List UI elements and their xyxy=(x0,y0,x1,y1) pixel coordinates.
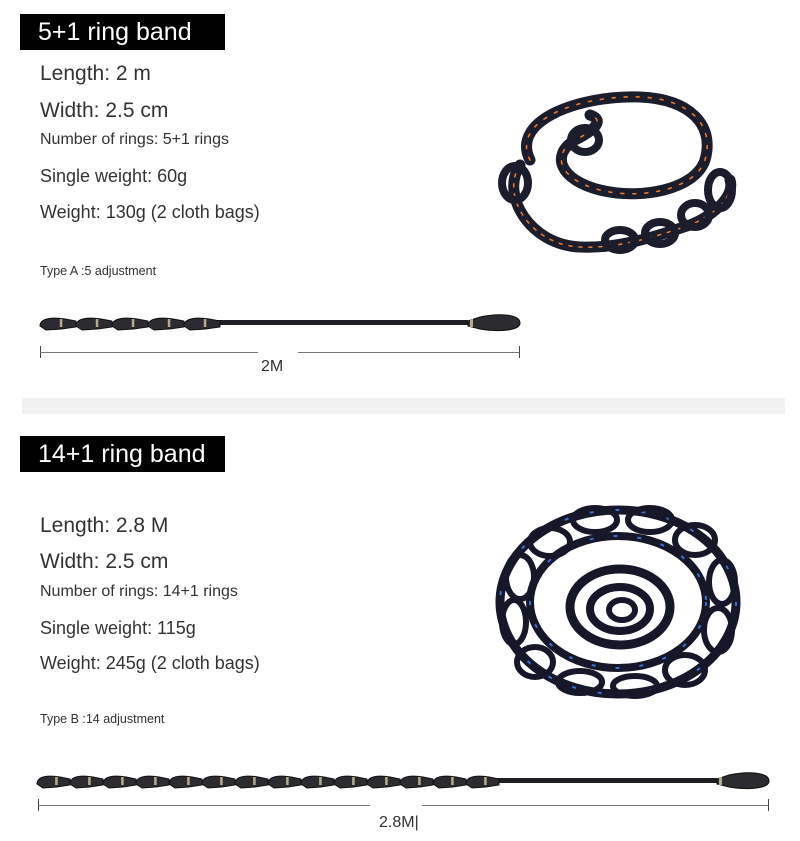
adjustment-loop xyxy=(301,776,334,788)
loop-stitch xyxy=(319,777,322,785)
loop-stitch xyxy=(60,319,63,327)
loop-stitch xyxy=(253,777,256,785)
spec-length: Length: 2 m xyxy=(40,62,151,85)
type-label: Type A :5 adjustment xyxy=(40,264,157,278)
loop-stitch xyxy=(385,777,388,785)
coiled-strap-photo xyxy=(490,85,750,265)
loop-stitch xyxy=(204,319,207,327)
spec-width: Width: 2.5 cm xyxy=(40,99,169,122)
adjustment-loop xyxy=(40,318,76,330)
type-label: Type B :14 adjustment xyxy=(40,712,165,726)
loop-stitch xyxy=(132,319,135,327)
loop-stitch xyxy=(154,777,157,785)
loop-stitch xyxy=(470,319,473,327)
loop-stitch xyxy=(352,777,355,785)
adjustment-loop xyxy=(169,776,202,788)
adjustment-loop xyxy=(76,318,112,330)
adjustment-loop xyxy=(466,776,499,788)
spec-single-weight: Single weight: 60g xyxy=(40,166,188,186)
spec-rings: Number of rings: 5+1 rings xyxy=(40,131,229,148)
loop-stitch xyxy=(121,777,124,785)
section-title: 14+1 ring band xyxy=(20,436,225,472)
coiled-strap-photo xyxy=(490,502,745,702)
length-measure-label: 2M xyxy=(261,358,284,375)
spec-rings: Number of rings: 14+1 rings xyxy=(40,583,238,600)
spec-width: Width: 2.5 cm xyxy=(40,550,169,573)
adjustment-loop xyxy=(112,318,148,330)
section-divider xyxy=(22,398,785,414)
adjustment-loop xyxy=(103,776,136,788)
spec-single-weight: Single weight: 115g xyxy=(40,618,196,638)
adjustment-loop xyxy=(235,776,268,788)
length-measure-label: 2.8M| xyxy=(379,814,419,831)
spec-weight: Weight: 245g (2 cloth bags) xyxy=(40,653,260,673)
loop-stitch xyxy=(88,777,91,785)
loop-stitch xyxy=(286,777,289,785)
section-title: 5+1 ring band xyxy=(20,14,225,50)
adjustment-loop xyxy=(400,776,433,788)
adjustment-loop xyxy=(70,776,103,788)
adjustment-loop xyxy=(202,776,235,788)
loop-stitch xyxy=(719,777,722,785)
adjustment-loop xyxy=(367,776,400,788)
end-loop xyxy=(717,773,769,789)
adjustment-loop xyxy=(334,776,367,788)
adjustment-loop xyxy=(148,318,184,330)
adjustment-loop xyxy=(184,318,220,330)
spec-weight: Weight: 130g (2 cloth bags) xyxy=(40,202,260,222)
straight-strap-illustration xyxy=(35,770,771,792)
end-loop xyxy=(468,315,520,331)
loop-stitch xyxy=(55,777,58,785)
loop-stitch xyxy=(418,777,421,785)
loop-stitch xyxy=(96,319,99,327)
adjustment-loop xyxy=(433,776,466,788)
loop-stitch xyxy=(168,319,171,327)
spec-length: Length: 2.8 M xyxy=(40,514,169,537)
adjustment-loop xyxy=(37,776,70,788)
loop-stitch xyxy=(484,777,487,785)
adjustment-loop xyxy=(136,776,169,788)
adjustment-loop xyxy=(268,776,301,788)
loop-stitch xyxy=(451,777,454,785)
loop-stitch xyxy=(187,777,190,785)
straight-strap-illustration xyxy=(38,312,522,334)
section-14-plus-1 xyxy=(0,414,800,841)
length-measure-line xyxy=(40,346,520,358)
length-measure-line xyxy=(38,799,769,811)
section-5-plus-1 xyxy=(0,0,800,400)
loop-stitch xyxy=(220,777,223,785)
